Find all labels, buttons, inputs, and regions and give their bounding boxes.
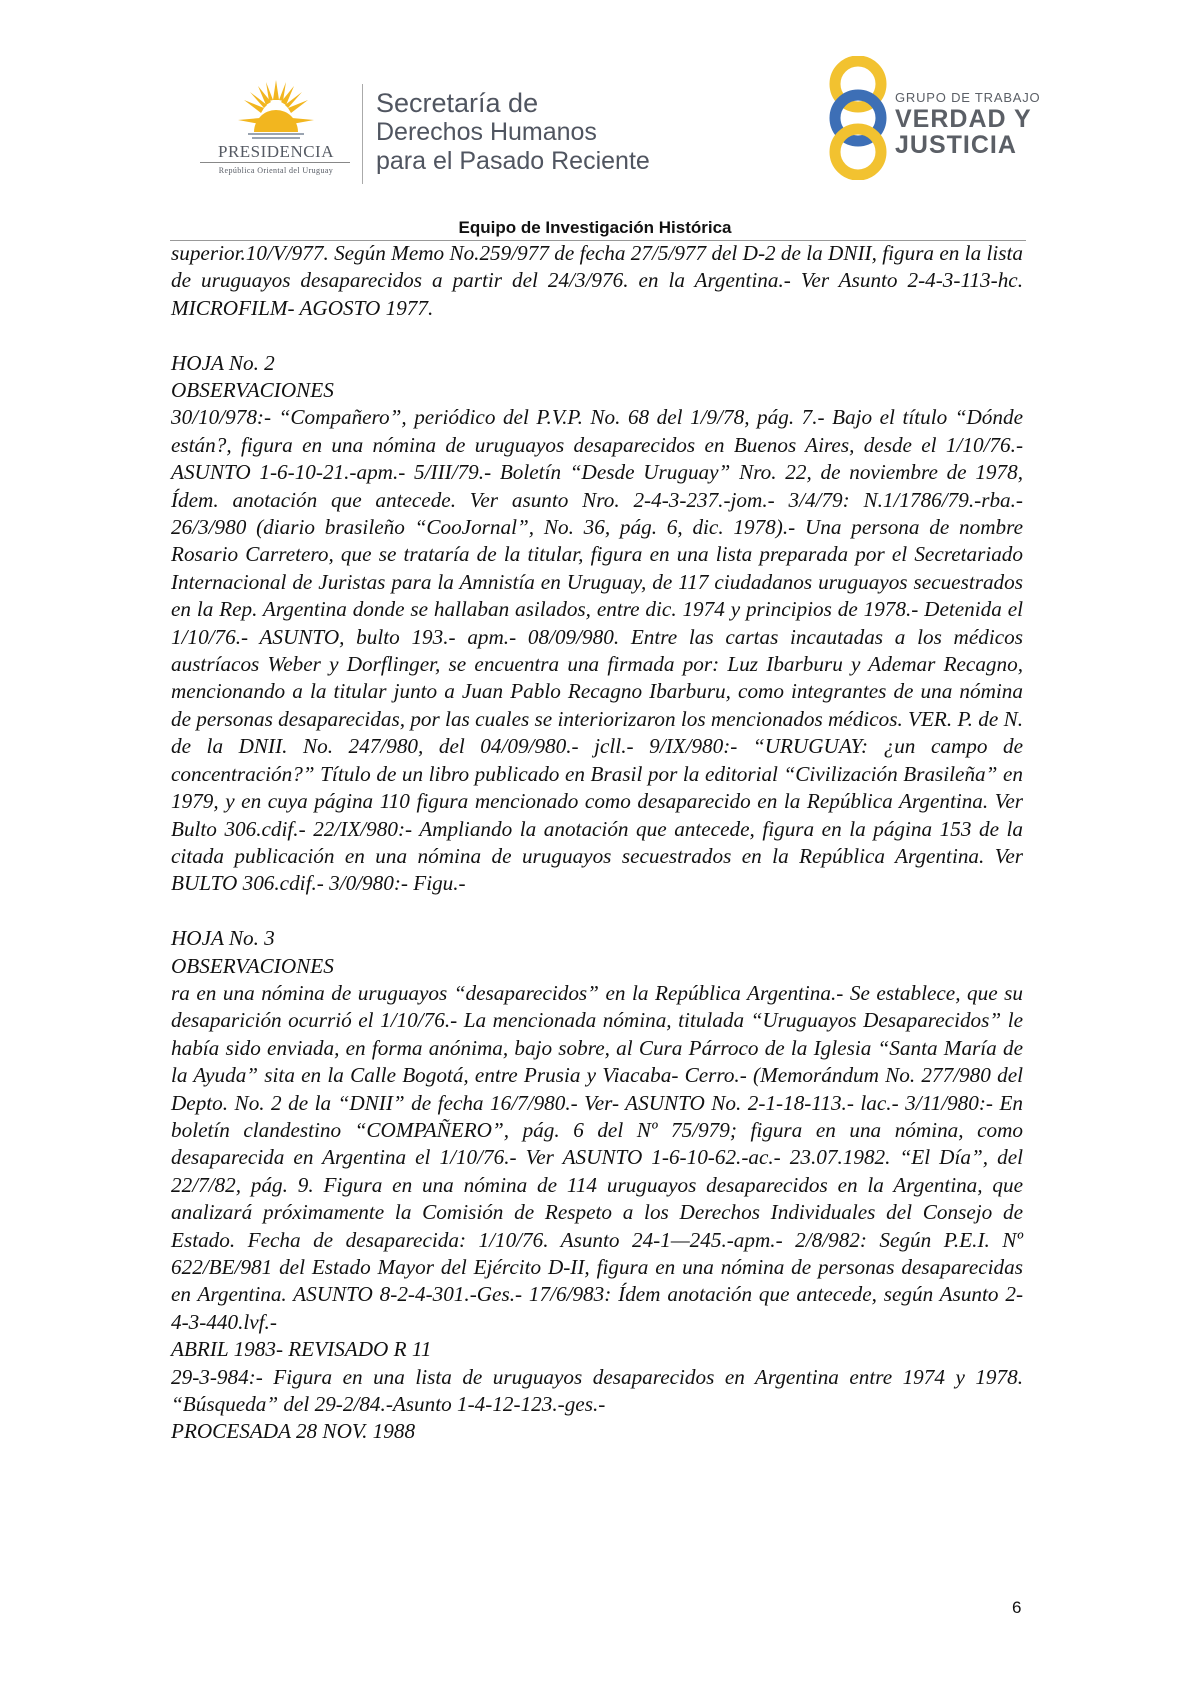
- presidencia-name: PRESIDENCIA: [217, 142, 334, 161]
- grupo-line-2: VERDAD Y: [895, 105, 1032, 133]
- hoja-2-title: HOJA No. 2: [171, 350, 275, 375]
- procesada-line: PROCESADA 28 NOV. 1988: [171, 1419, 416, 1444]
- hoja-2-text: 30/10/978:- “Compañero”, periódico del P.V.P. No. 68 del 1/9/78, pág. 7.- Bajo el título “Dónde están?, figura en una nómina de uruguayos desaparecidos en Buenos Aires, desde el 1/10/76.- ASUNTO 1-6-10-21.-apm.- 5/III/79.- Boletín “Desde Uruguay” Nro. 22, de noviembre de 1978, Ídem. anotación que antecede. Ver asunto Nro. 2-4-3-237.-jom.- 3/4/79: N.1/1786/79.-rba.- 26/3/980 (diario brasileño “CooJornal”, No. 36, pág. 6, dic. 1978).- Una persona de nombre Rosario Carretero, que se trataría de la titular, figura en una lista preparada por el Secretariado Internacional de Juristas para la Amnistía en Uruguay, de 117 ciudadanos uruguayos secuestrados en la Rep. Argentina donde se hallaban asilados, entre dic. 1974 y principios de 1978.- Detenida el 1/10/76.- ASUNTO, bulto 193.- apm.- 08/09/980. Entre las cartas incautadas a los médicos austríacos Weber y Dorflinger, se encuentra una firmada por: Luz Ibarburu y Ademar Recagno, mencionando a la titular junto a Juan Pablo Recagno Ibarburu, como integrantes de una nómina de personas desaparecidas, por las cuales se interiorizaron los mencionados médicos. VER. P. de N. de la DNII. No. 247/980, del 04/09/980.- jcll.- 9/IX/980:- “URUGUAY: ¿un campo de concentración?” Título de un libro publicado en Brasil por la editorial “Civilización Brasileña” en 1979, y en cuya página 110 figura mencionado como desaparecido en la República Argentina. Ver Bulto 306.cdif.- 22/IX/980:- Ampliando la anotación que antecede, figura en la página 153 de la citada publicación en una nómina de uruguayos secuestrados en la República Argentina. Ver BULTO 306.cdif.- 3/0/980:- Figu.-: [171, 405, 1023, 896]
- secretaria-line-3: para el Pasado Reciente: [376, 147, 650, 175]
- verdad-justicia-rings-icon: [823, 56, 893, 180]
- intro-paragraph: superior.10/V/977. Según Memo No.259/977 de fecha 27/5/977 del D-2 de la DNII, figura en la lista de uruguayos desaparecidos a partir del 24/3/976. en la Argentina.- Ver Asunto 2-4-3-113-hc. MICROFILM- AGOSTO 1977.: [171, 241, 1023, 320]
- hoja-3-observaciones: OBSERVACIONES: [171, 953, 334, 978]
- presidencia-logo: [196, 78, 356, 188]
- sun-emblem-icon: [238, 78, 314, 142]
- paragraph-gap: [171, 898, 1023, 925]
- grupo-line-3: JUSTICIA: [895, 131, 1017, 159]
- hoja-2-observaciones: OBSERVACIONES: [171, 378, 334, 403]
- logo-divider: [362, 84, 363, 184]
- page-header: [0, 0, 1190, 240]
- presidencia-subtitle: República Oriental del Uruguay: [218, 166, 334, 175]
- team-title: Equipo de Investigación Histórica: [458, 218, 732, 237]
- presidencia-divider: [200, 162, 350, 163]
- paragraph-gap: [171, 322, 1023, 349]
- page-number: 6: [1012, 1598, 1022, 1617]
- secretaria-logo-text: [376, 88, 650, 176]
- grupo-line-1: GRUPO DE TRABAJO: [895, 90, 1041, 105]
- revisado-line: ABRIL 1983- REVISADO R 11: [171, 1337, 432, 1362]
- document-body: [171, 240, 1023, 1446]
- grupo-trabajo-text: [895, 90, 1040, 158]
- hoja-3-text: ra en una nómina de uruguayos “desaparecidos” en la República Argentina.- Se establece, que su desaparición ocurrió el 1/10/76.- La mencionada nómina, titulada “Uruguayos Desaparecidos” le había sido enviada, en forma anónima, bajo sobre, al Cura Párroco de la Iglesia “Santa María de la Ayuda” sita en la Calle Bogotá, entre Prusia y Viacaba- Cerro.- (Memorándum No. 277/980 del Depto. No. 2 de la “DNII” de fecha 16/7/980.- Ver- ASUNTO No. 2-1-18-113.- lac.- 3/11/980:- En boletín clandestino “COMPAÑERO”, pág. 6 del Nº 75/979; figura en una nómina, como desaparecida en Argentina el 1/10/76.- Ver ASUNTO 1-6-10-62.-ac.- 23.07.1982. “El Día”, del 22/7/82, pág. 9. Figura en una nómina de 114 uruguayos desaparecidos en la Argentina, que analizará próximamente la Comisión de Respeto a los Derechos Individuales del Consejo de Estado. Fecha de desaparecida: 1/10/76. Asunto 24-1—245.-apm.- 2/8/982: Según P.E.I. Nº 622/BE/981 del Estado Mayor del Ejército D-II, figura en una nómina de personas desaparecidas en Argentina. ASUNTO 8-2-4-301.-Ges.- 17/6/983: Ídem anotación que antecede, según Asunto 2-4-3-440.lvf.-: [171, 980, 1023, 1334]
- secretaria-line-2: Derechos Humanos: [376, 118, 597, 146]
- hoja-3-title: HOJA No. 3: [171, 926, 275, 951]
- secretaria-line-1: Secretaría de: [376, 88, 539, 118]
- entry-1984: 29-3-984:- Figura en una lista de uruguayos desaparecidos en Argentina entre 1974 y 1978. “Búsqueda” del 29-2/84.-Asunto 1-4-12-123.-ges.-: [171, 1364, 1023, 1417]
